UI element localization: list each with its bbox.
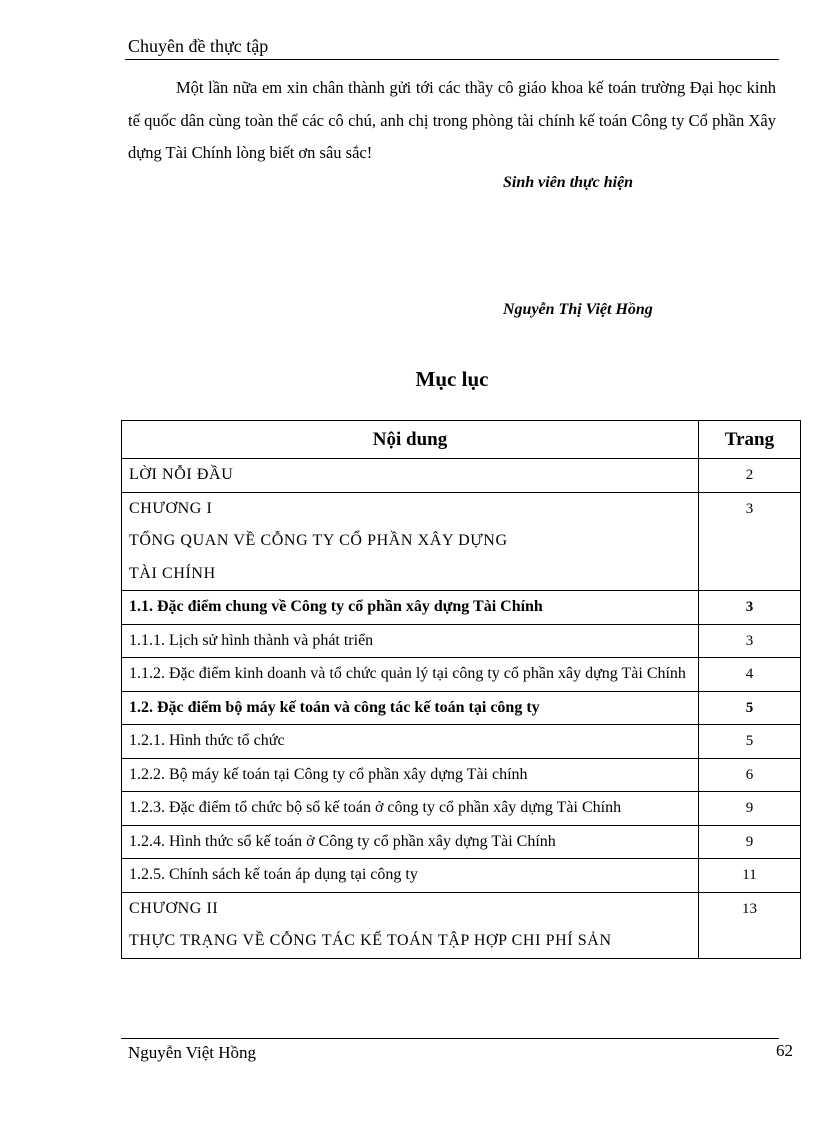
toc-row-1-2: [122, 691, 801, 725]
toc-header-page: Trang: [699, 421, 801, 459]
toc-row-page: 11: [699, 859, 801, 893]
toc-row-content: [122, 825, 699, 859]
toc-line: 1.2.2. Bộ máy kế toán tại Công ty cổ phần xây dựng Tài chính: [129, 765, 528, 783]
toc-row-1-1: [122, 591, 801, 625]
toc-line: 1.2.5. Chính sách kế toán áp dụng tại công ty: [129, 866, 418, 883]
toc-row-content: [122, 792, 699, 826]
toc-line: TÀI CHÍNH: [129, 564, 216, 582]
toc-row-chuong-2: [122, 892, 801, 958]
toc-table: [121, 420, 801, 959]
running-header-title: Chuyên đề thực tập: [128, 36, 269, 56]
toc-row-content: [122, 725, 699, 759]
toc-row-page: 4: [699, 658, 801, 692]
toc-title: Mục lục: [415, 367, 489, 391]
signature-title: Sinh viên thực hiện: [503, 174, 634, 191]
toc-row-page: 3: [699, 624, 801, 658]
toc-row-loi-noi-dau: [122, 459, 801, 493]
toc-line: CHƯƠNG I: [129, 499, 213, 517]
toc-row-page: 13: [699, 892, 801, 958]
signature-name: Nguyễn Thị Việt Hồng: [503, 301, 653, 318]
toc-row-1-2-2: [122, 758, 801, 792]
acknowledgement-paragraph: [128, 72, 776, 170]
toc-row-page: 9: [699, 825, 801, 859]
toc-row-content: [122, 624, 699, 658]
toc-row-page: 5: [699, 691, 801, 725]
toc-line: THỰC TRẠNG VỀ CỖNG TÁC KẾ TOÁN TẬP HỢP CHI PHÍ SẢN: [129, 932, 612, 949]
toc-header-row: [122, 421, 801, 459]
toc-line: CHƯƠNG II: [129, 899, 219, 917]
header-divider: [125, 59, 779, 60]
toc-row-1-2-4: [122, 825, 801, 859]
toc-header-content: Nội dung: [122, 421, 699, 459]
toc-row-1-1-1: [122, 624, 801, 658]
toc-row-content: [122, 492, 699, 591]
toc-line: 1.2. Đặc điểm bộ máy kế toán và công tác kế toán tại công ty: [129, 698, 540, 716]
toc-line: 1.2.4. Hình thức sổ kế toán ở Công ty cổ phần xây dựng Tài Chính: [129, 832, 556, 850]
toc-row-1-2-3: [122, 792, 801, 826]
toc-row-page: 6: [699, 758, 801, 792]
toc-line: 1.1.2. Đặc điểm kinh doanh và tổ chức quản lý tại công ty cổ phần xây dựng Tài Chính: [129, 665, 686, 682]
toc-row-1-2-1: [122, 725, 801, 759]
footer-page-number: 62: [776, 1041, 793, 1060]
toc-row-page: 5: [699, 725, 801, 759]
footer-author: Nguyễn Việt Hồng: [128, 1043, 257, 1062]
toc-row-content: [122, 691, 699, 725]
toc-line: 1.2.3. Đặc điểm tổ chức bộ sổ kế toán ở công ty cổ phần xây dựng Tài Chính: [129, 799, 622, 816]
toc-row-content: [122, 459, 699, 493]
toc-line: 1.1. Đặc điểm chung về Công ty cổ phần xây dựng Tài Chính: [129, 598, 543, 615]
toc-row-page: 3: [699, 591, 801, 625]
toc-line: 1.1.1. Lịch sử hình thành và phát triển: [129, 631, 374, 649]
toc-row-content: [122, 591, 699, 625]
toc-row-chuong-1: [122, 492, 801, 591]
toc-row-1-2-5: [122, 859, 801, 893]
toc-row-page: 9: [699, 792, 801, 826]
footer-divider: [121, 1038, 779, 1039]
toc-row-page: 3: [699, 492, 801, 591]
toc-line: LỜI NỖI ĐẦU: [129, 466, 234, 483]
acknowledgement-text: Một lần nữa em xin chân thành gửi tới các thầy cô giáo khoa kế toán trường Đại học kinh tế quốc dân cùng toàn thể các cô chú, anh chị trong phòng tài chính kế toán Công ty Cổ phần Xây dựng Tài Chính lòng biết ơn sâu sắc!: [128, 78, 776, 162]
toc-line: TỔNG QUAN VỀ CỖNG TY CỔ PHẦN XÂY DỰNG: [129, 532, 508, 549]
toc-row-content: [122, 658, 699, 692]
toc-row-content: [122, 859, 699, 893]
toc-row-content: [122, 758, 699, 792]
toc-row-1-1-2: [122, 658, 801, 692]
toc-row-content: [122, 892, 699, 958]
toc-row-page: 2: [699, 459, 801, 493]
toc-line: 1.2.1. Hình thức tổ chức: [129, 732, 285, 749]
